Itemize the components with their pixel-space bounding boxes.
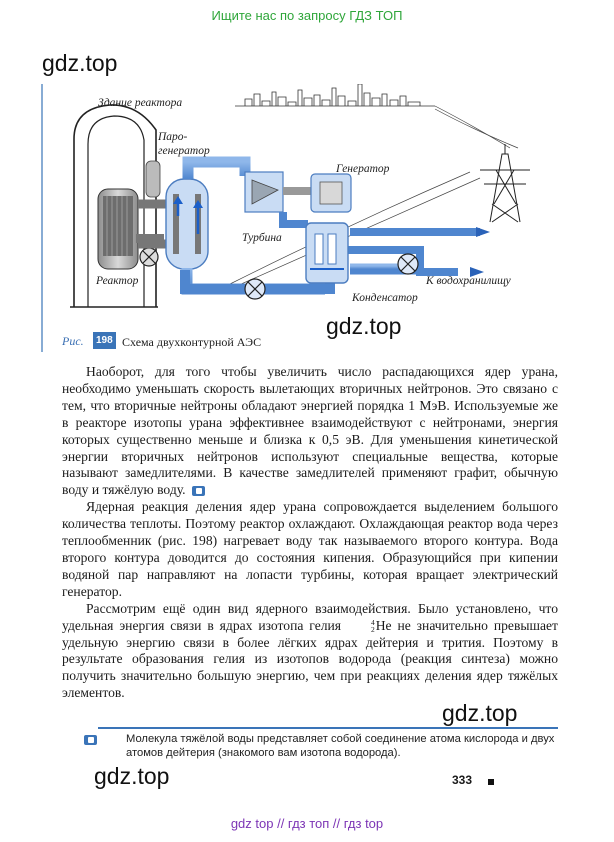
- reactor-vessel: [98, 161, 164, 269]
- city-skyline: [235, 84, 435, 106]
- label-reactor: Реактор: [96, 275, 139, 287]
- steam-generator: [166, 179, 208, 269]
- paragraph-text: не значительно превышает удельную энергию связи в более лёгких ядрах дейтерия и трития. Поэтому в результате образования гелия из изотопов водорода (реакция синтеза) можно получить значительно большую энергию, чем при реакциях деления ядер тяжёлых элементов.: [62, 617, 558, 701]
- figure-prefix: Рис.: [62, 334, 84, 348]
- pylon-icon: [480, 144, 530, 222]
- isotope-mass: 4: [370, 618, 375, 628]
- watermark: gdz.top: [42, 50, 118, 76]
- margin-note-marker-icon[interactable]: [192, 486, 205, 496]
- paragraph: [62, 601, 558, 702]
- page-number: 333: [452, 773, 473, 787]
- top-banner[interactable]: Ищите нас по запросу ГДЗ ТОП: [211, 8, 403, 23]
- label-condenser: Конденсатор: [352, 292, 418, 304]
- paragraph: [62, 364, 558, 499]
- isotope-symbol: He: [375, 617, 392, 633]
- label-reservoir: К водохранилищу: [426, 275, 511, 287]
- condenser: [306, 223, 348, 283]
- isotope-notation: [347, 619, 375, 633]
- page-marker-icon: [488, 779, 494, 785]
- figure-caption-text: Схема двухконтурной АЭС: [122, 335, 262, 349]
- label-turbine: Турбина: [242, 232, 282, 244]
- label-generator: Генератор: [336, 163, 390, 175]
- figure-number-badge: 198: [93, 332, 116, 349]
- body-text: [62, 364, 558, 702]
- watermark: gdz.top: [442, 700, 518, 726]
- side-note: [98, 727, 558, 763]
- paragraph-text: Рассмотрим ещё один вид ядерного взаимодействия. Было установлено, что удельная энергия связи в ядрах изотопа гелия: [62, 600, 558, 633]
- label-building: Здание реактора: [98, 97, 183, 109]
- note-marker-icon: [84, 735, 97, 745]
- watermark: gdz.top: [326, 313, 402, 339]
- watermark: gdz.top: [94, 763, 170, 789]
- npp-diagram: [40, 84, 580, 354]
- footer-banner[interactable]: gdz top // гдз топ // гдз top: [230, 816, 384, 831]
- paragraph: Ядерная реакция деления ядер урана сопровождается выделением большого количества теплоты. Поэтому реактор охлаждают. Охлаждающая реактор вода через теплообменник (рис. 198) нагревает воду так называемого второго контура. Вода второго контура доводится до состояния кипения. Образующийся при кипении водяной пар направляют на лопасти турбины, которая вращает электрический генератор.: [62, 499, 558, 599]
- isotope-charge: 2: [370, 625, 375, 635]
- side-note-text: Молекула тяжёлой воды представляет собой соединение атома кислорода и двух атомов дейтерия (знакомого вам изотопа водорода).: [126, 733, 555, 759]
- turbine-generator: [245, 172, 351, 224]
- paragraph-text: Наоборот, для того чтобы увеличить число распадающихся ядер урана, необходимо уменьшать скорость вылетающих вторичных нейтронов. Это связано с тем, что вторичные нейтроны обладают энергией порядка 1 МэВ. Используемые же в реакторе изотопы урана эффективнее взаимодействуют с нейтронами, энергия которых существенно меньше и близка к 0,5 эВ. Для уменьшения кинетической энергии вторичных нейтронов используют специальные вещества, которые называют замедлителями. В качестве замедлителей применяют графит, обычную воду и тяжёлую воду.: [62, 364, 558, 498]
- label-steam-gen-2: генератор: [158, 145, 210, 157]
- label-steam-gen-1: Паро-: [158, 131, 188, 143]
